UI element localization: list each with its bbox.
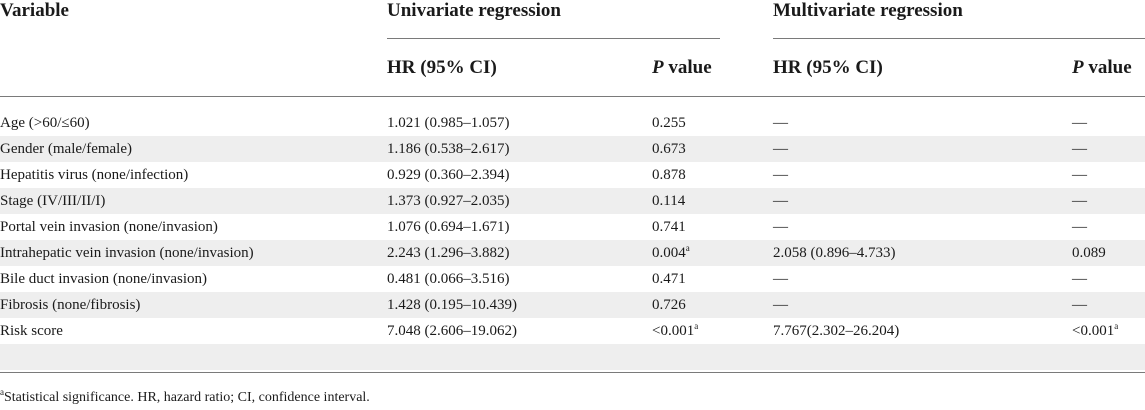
cell-multi-p: — (1072, 219, 1087, 235)
cell-multi-hr: — (773, 219, 788, 235)
cell-multi-p: 0.089 (1072, 245, 1106, 261)
header-multivariate: Multivariate regression (773, 0, 963, 21)
cell-multi-p: <0.001$^a$ (1072, 321, 1119, 339)
row-stripe (0, 344, 1145, 370)
cell-uni-p: 0.673 (652, 141, 686, 157)
cell-uni-p: <0.001$^a$ (652, 321, 699, 339)
header-bottom-rule (0, 96, 1145, 97)
cell-variable: Portal vein invasion (none/invasion) (0, 219, 218, 235)
cell-multi-p: — (1072, 167, 1087, 183)
cell-multi-hr: — (773, 115, 788, 131)
row-stripe (0, 292, 1145, 318)
univariate-group-rule (387, 38, 720, 39)
header-multi-p: P value (1072, 57, 1132, 78)
cell-uni-p: 0.471 (652, 271, 686, 287)
significance-marker: a (685, 243, 690, 253)
cell-uni-hr: 2.243 (1.296–3.882) (387, 245, 510, 261)
cell-uni-hr: 1.428 (0.195–10.439) (387, 297, 517, 313)
table-bottom-rule (0, 372, 1145, 373)
cell-uni-hr: 1.373 (0.927–2.035) (387, 193, 510, 209)
cell-uni-p: 0.878 (652, 167, 686, 183)
cell-multi-hr: — (773, 297, 788, 313)
cell-multi-p: — (1072, 115, 1087, 131)
cell-uni-p: 0.741 (652, 219, 686, 235)
cell-multi-hr: — (773, 193, 788, 209)
cell-multi-hr: 7.767(2.302–26.204) (773, 323, 900, 339)
cell-uni-p: 0.004$^a$ (652, 243, 690, 261)
cell-uni-hr: 1.186 (0.538–2.617) (387, 141, 510, 157)
header-uni-p: P value (652, 57, 712, 78)
header-uni-hr: HR (95% CI) (387, 57, 497, 78)
cell-variable: Age (>60/≤60) (0, 115, 90, 131)
significance-marker: a (1114, 321, 1119, 331)
significance-marker: a (694, 321, 699, 331)
cell-variable: Hepatitis virus (none/infection) (0, 167, 189, 183)
cell-variable: Bile duct invasion (none/invasion) (0, 271, 208, 287)
cell-uni-hr: 7.048 (2.606–19.062) (387, 323, 517, 339)
cell-multi-p: — (1072, 193, 1087, 209)
row-stripe (0, 136, 1145, 162)
cell-multi-p: — (1072, 297, 1087, 313)
cell-multi-hr: — (773, 271, 788, 287)
multivariate-group-rule (773, 38, 1145, 39)
cell-variable: Intrahepatic vein invasion (none/invasion) (0, 245, 254, 261)
cell-multi-hr: 2.058 (0.896–4.733) (773, 245, 896, 261)
cell-variable: Stage (IV/III/II/I) (0, 193, 106, 209)
header-variable: Variable (0, 0, 69, 21)
cell-uni-hr: 1.076 (0.694–1.671) (387, 219, 510, 235)
cell-multi-p: — (1072, 141, 1087, 157)
cell-variable: Fibrosis (none/fibrosis) (0, 297, 141, 313)
row-stripe (0, 188, 1145, 214)
cell-uni-hr: 0.481 (0.066–3.516) (387, 271, 510, 287)
cell-variable: Risk score (0, 323, 63, 339)
cell-multi-p: — (1072, 271, 1087, 287)
header-multi-hr: HR (95% CI) (773, 57, 883, 78)
cell-multi-hr: — (773, 141, 788, 157)
cell-uni-p: 0.726 (652, 297, 686, 313)
cell-uni-p: 0.114 (652, 193, 686, 209)
cell-multi-hr: — (773, 167, 788, 183)
header-univariate: Univariate regression (387, 0, 561, 21)
table-footnote: $^a$Statistical significance. HR, hazard ratio; CI, confidence interval. (0, 387, 370, 405)
cell-variable: Gender (male/female) (0, 141, 133, 157)
cell-uni-hr: 0.929 (0.360–2.394) (387, 167, 510, 183)
cell-uni-p: 0.255 (652, 115, 686, 131)
cell-uni-hr: 1.021 (0.985–1.057) (387, 115, 510, 131)
